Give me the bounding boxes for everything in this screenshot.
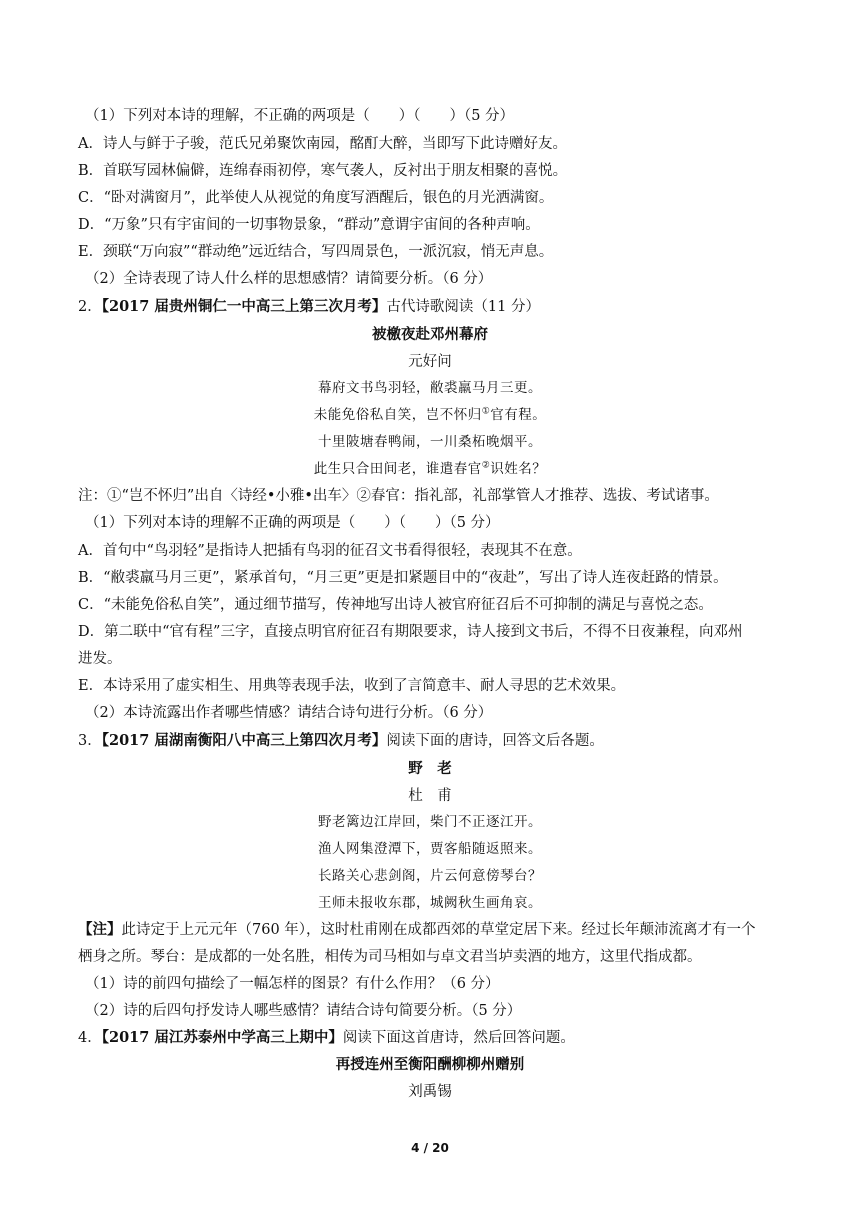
note-text-1: 此诗定于上元元年（760 年），这时杜甫刚在成都西郊的草堂定居下来。经过长年颠沛流离才有一个 [121,922,756,938]
poem-2-line-4a: 此生只合田间老，谁遣春官 [313,461,482,477]
question-3-heading [78,731,604,751]
poem-2-note: 注：①“岂不怀归”出自〈诗经•小雅•出车〉②春官：指礼部，礼部掌管人才推荐、选拔、考试诸事。 [78,488,719,504]
poem-2-line-1: 幕府文书鸟羽轻，敝裘羸马月三更。 [318,380,542,396]
poem-2-line-4 [0,459,860,479]
question-3-1: （1）诗的前四句描绘了一幅怎样的图景？有什么作用？（6 分） [85,976,500,992]
question-3-source: 【2017 届湖南衡阳八中高三上第四次月考】 [101,732,387,749]
option-2-d-line-2: 进发。 [78,651,122,667]
poem-3-author: 杜 甫 [408,788,452,804]
footnote-marker-1: ① [481,406,491,417]
poem-2-line-2b: 官有程。 [490,407,547,423]
poem-3-title: 野 老 [408,761,452,777]
footnote-marker-2: ② [481,460,491,471]
option-d: D．“万象”只有宇宙间的一切事物景象，“群动”意谓宇宙间的各种声响。 [78,217,540,233]
question-4-heading [78,1028,575,1048]
poem-3-note-line-2: 栖身之所。琴台：是成都的一处名胜，相传为司马相如与卓文君当垆卖酒的地方，这里代指成都。 [78,949,702,965]
question-4-number: 4． [78,1030,102,1046]
question-2-1: （1）下列对本诗的理解不正确的两项是（ ）（ ）（5 分） [85,515,500,531]
option-2-e: E．本诗采用了虚实相生、用典等表现手法，收到了言简意丰、耐人寻思的艺术效果。 [78,678,626,694]
poem-2-line-4b: 识姓名？ [490,461,547,477]
question-4-instruction: 阅读下面这首唐诗，然后回答问题。 [342,1030,575,1046]
note-label: 【注】 [78,921,122,938]
question-3-instruction: 阅读下面的唐诗，回答文后各题。 [386,733,604,749]
poem-3-note-line-1 [78,920,756,940]
option-2-c: C．“未能免俗私自笑”，通过细节描写，传神地写出诗人被官府征召后不可抑制的满足与喜悦之态。 [78,597,713,613]
question-2-2: （2）本诗流露出作者哪些情感？请结合诗句进行分析。（6 分） [85,705,493,721]
poem-2-line-2a: 未能免俗私自笑，岂不怀归 [313,407,482,423]
poem-3-line-3: 长路关心悲剑阁，片云何意傍琴台？ [318,868,542,884]
option-e: E．颈联“万向寂”“群动绝”远近结合，写四周景色，一派沉寂，悄无声息。 [78,244,554,260]
poem-3-line-2: 渔人网集澄潭下，贾客船随返照来。 [318,841,542,857]
question-1-1: （1）下列对本诗的理解，不正确的两项是（ ）（ ）（5 分） [85,108,515,124]
option-2-d-line-1: D．第二联中“官有程”三字，直接点明官府征召有期限要求，诗人接到文书后，不得不日夜兼程，向邓州 [78,624,743,640]
poem-2-title: 被檄夜赴邓州幕府 [372,327,488,343]
question-1-2: （2）全诗表现了诗人什么样的思想感情？请简要分析。（6 分） [85,271,493,287]
question-2-source: 【2017 届贵州铜仁一中高三上第三次月考】 [101,298,387,315]
option-a: A．诗人与鲜于子骏，范氏兄弟聚饮南园，酩酊大醉，当即写下此诗赠好友。 [78,136,567,152]
poem-4-title: 再授连州至衡阳酬柳柳州赠别 [335,1057,525,1073]
poem-2-author: 元好问 [408,354,452,370]
option-b: B．首联写园林偏僻，连绵春雨初停，寒气袭人，反衬出于朋友相聚的喜悦。 [78,163,568,179]
question-2-instruction: 古代诗歌阅读（11 分） [386,299,540,315]
option-c: C．“卧对满窗月”，此举使人从视觉的角度写酒醒后，银色的月光洒满窗。 [78,190,554,206]
option-2-b: B．“敝裘羸马月三更”，紧承首句，“月三更”更是扣紧题目中的“夜赴”，写出了诗人连夜赶路的情景。 [78,570,728,586]
page-number: 4 / 20 [411,1141,449,1155]
question-3-number: 3． [78,733,102,749]
question-2-heading [78,297,540,317]
poem-3-line-1: 野老篱边江岸回，柴门不正逐江开。 [318,814,542,830]
poem-2-line-3: 十里陂塘春鸭闹，一川桑柘晚烟平。 [318,434,542,450]
poem-4-author: 刘禹锡 [408,1084,452,1100]
question-2-number: 2． [78,299,102,315]
option-2-a: A．首句中“鸟羽轻”是指诗人把插有鸟羽的征召文书看得很轻，表现其不在意。 [78,543,582,559]
question-3-2: （2）诗的后四句抒发诗人哪些感情？请结合诗句简要分析。（5 分） [85,1003,522,1019]
poem-3-line-4: 王师未报收东郡，城阙秋生画角哀。 [318,895,542,911]
poem-2-line-2 [0,405,860,425]
question-4-source: 【2017 届江苏泰州中学高三上期中】 [101,1029,343,1046]
